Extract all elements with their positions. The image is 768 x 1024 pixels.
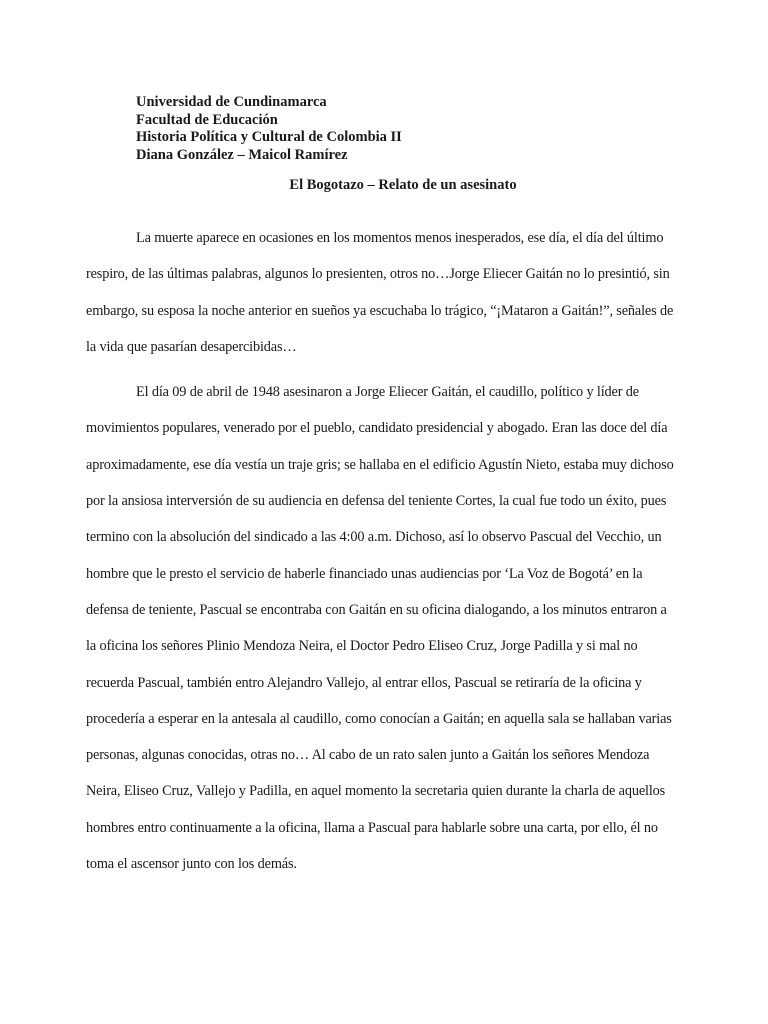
paragraph: La muerte aparece en ocasiones en los momentos menos inesperados, ese día, el día del último respiro, de las últimas palabras, algunos lo presienten, otros no…Jorge Eliecer Gaitán no lo presintió, sin embargo, su esposa la noche anterior en sueños ya escuchaba lo trágico, “¡Mataron a Gaitán!”, señales de la vida que pasarían desapercibidas… [86, 230, 674, 355]
faculty-name: Facultad de Educación [136, 111, 278, 128]
document-header [136, 94, 402, 164]
university-name: Universidad de Cundinamarca [136, 94, 327, 110]
paragraph: El día 09 de abril de 1948 asesinaron a Jorge Eliecer Gaitán, el caudillo, político y líder de movimientos populares, venerado por el pueblo, candidato presidencial y abogado. Eran las doce del día aproximadamente, ese día vestía un traje gris; se hallaba en el edificio Agustín Nieto, estaba muy dichoso por la ansiosa interversión de su audiencia en defensa del teniente Cortes, la cual fue todo un éxito, pues termino con la absolución del sindicado a las 4:00 a.m. Dichoso, así lo observo Pascual del Vecchio, un hombre que le presto el servicio de haberle financiado unas audiencias por ‘La Voz de Bogotá’ en la defensa de teniente, Pascual se encontraba con Gaitán en su oficina dialogando, a los minutos entraron a la oficina los señores Plinio Mendoza Neira, el Doctor Pedro Eliseo Cruz, Jorge Padilla y si mal no recuerda Pascual, también entro Alejandro Vallejo, al entrar ellos, Pascual se retiraría de la oficina y procedería a esperar en la antesala al caudillo, como conocían a Gaitán; en aquella sala se hallaban varias personas, algunas conocidas, otras no… Al cabo de un rato salen junto a Gaitán los señores Mendoza Neira, Eliseo Cruz, Vallejo y Padilla, en aquel momento la secretaria quien durante la charla de aquellos hombres entro continuamente a la oficina, llama a Pascual para hablarle sobre una carta, por ello, él no toma el ascensor junto con los demás. [86, 384, 674, 873]
course-name: Historia Política y Cultural de Colombia II [136, 129, 402, 145]
document-title: El Bogotazo – Relato de un asesinato [289, 177, 517, 193]
author-names: Diana González – Maicol Ramírez [136, 146, 348, 163]
document-body [86, 220, 676, 882]
